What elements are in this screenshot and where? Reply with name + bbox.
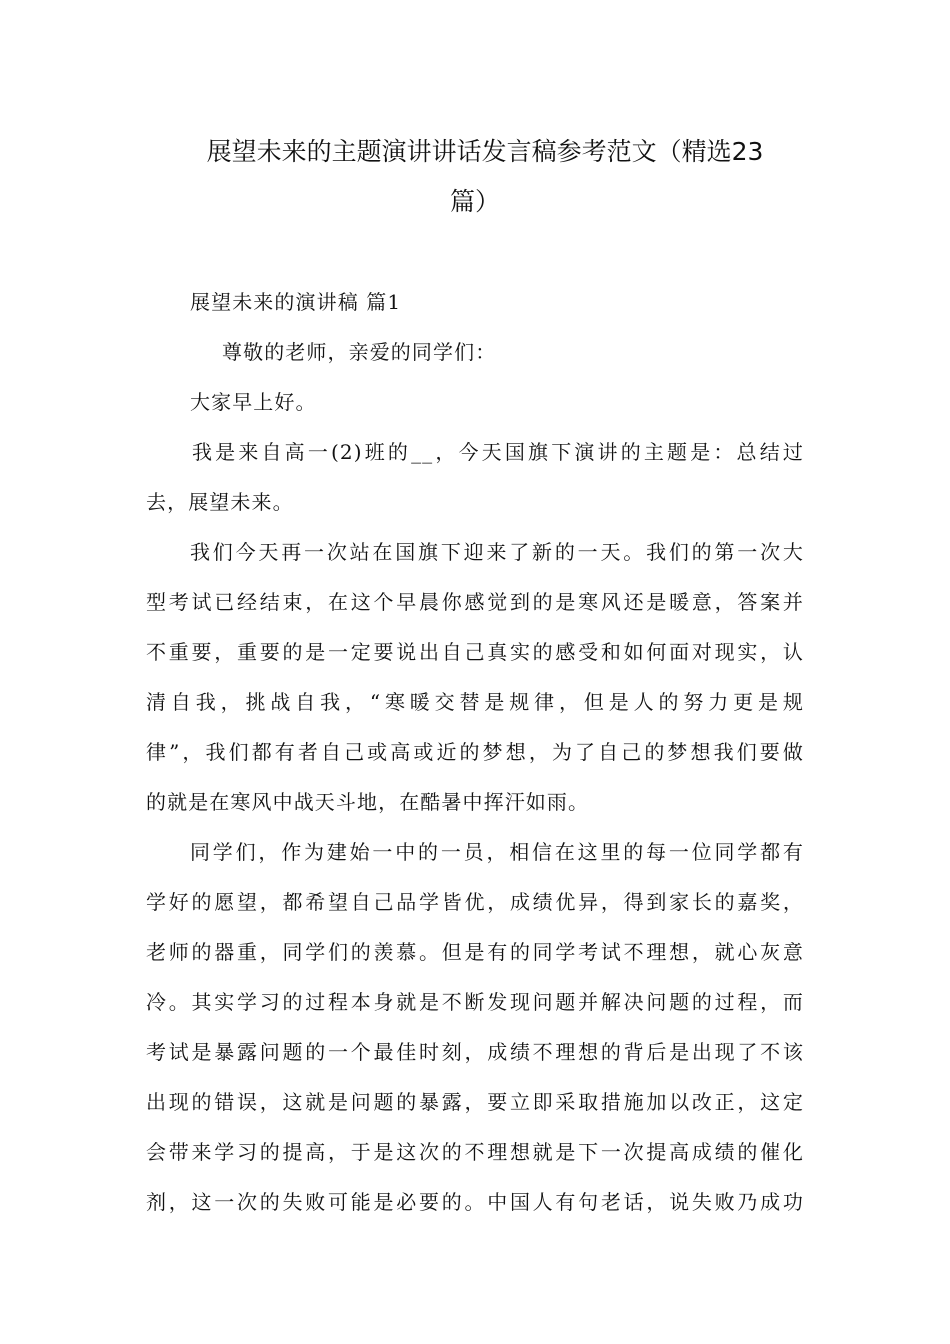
paragraph-3-line-4: 冷。其实学习的过程本身就是不断发现问题并解决问题的过程，而 xyxy=(146,990,804,1014)
paragraph-3-line-8: 剂，这一次的失败可能是必要的。中国人有句老话，说失败乃成功 xyxy=(146,1190,804,1214)
paragraph-3-line-6: 出现的错误，这就是问题的暴露，要立即采取措施加以改正，这定 xyxy=(146,1090,804,1114)
paragraph-3-line-5: 考试是暴露问题的一个最佳时刻，成绩不理想的背后是出现了不该 xyxy=(146,1040,804,1064)
paragraph-1-line-2: 去，展望未来。 xyxy=(146,490,294,514)
paragraph-3-line-7: 会带来学习的提高，于是这次的不理想就是下一次提高成绩的催化 xyxy=(146,1140,804,1164)
paragraph-2-line-3: 不重要，重要的是一定要说出自己真实的感受和如何面对现实，认 xyxy=(146,640,804,664)
paragraph-2-line-2: 型考试已经结束，在这个早晨你感觉到的是寒风还是暖意，答案并 xyxy=(146,590,804,614)
section-heading: 展望未来的演讲稿 篇1 xyxy=(190,290,402,314)
greeting: 大家早上好。 xyxy=(190,390,317,414)
paragraph-1-line-1: 我是来自高一(2)班的__，今天国旗下演讲的主题是：总结过 xyxy=(192,440,804,464)
paragraph-2-line-5: 律”，我们都有者自己或高或近的梦想，为了自己的梦想我们要做 xyxy=(146,740,804,764)
salutation: 尊敬的老师，亲爱的同学们： xyxy=(222,340,497,364)
paragraph-2-line-1: 我们今天再一次站在国旗下迎来了新的一天。我们的第一次大 xyxy=(190,540,804,564)
paragraph-2-line-6: 的就是在寒风中战天斗地，在酷暑中挥汗如雨。 xyxy=(146,790,590,814)
paragraph-2-line-4: 清自我，挑战自我，“寒暖交替是规律，但是人的努力更是规 xyxy=(146,690,804,714)
paragraph-3-line-2: 学好的愿望，都希望自己品学皆优，成绩优异，得到家长的嘉奖， xyxy=(146,890,804,914)
document-title-line-2: 篇） xyxy=(449,187,500,216)
paragraph-3-line-3: 老师的器重，同学们的羡慕。但是有的同学考试不理想，就心灰意 xyxy=(146,940,804,964)
paragraph-3-line-1: 同学们，作为建始一中的一员，相信在这里的每一位同学都有 xyxy=(190,840,804,864)
document-title-line-1: 展望未来的主题演讲讲话发言稿参考范文（精选23 xyxy=(206,137,764,166)
